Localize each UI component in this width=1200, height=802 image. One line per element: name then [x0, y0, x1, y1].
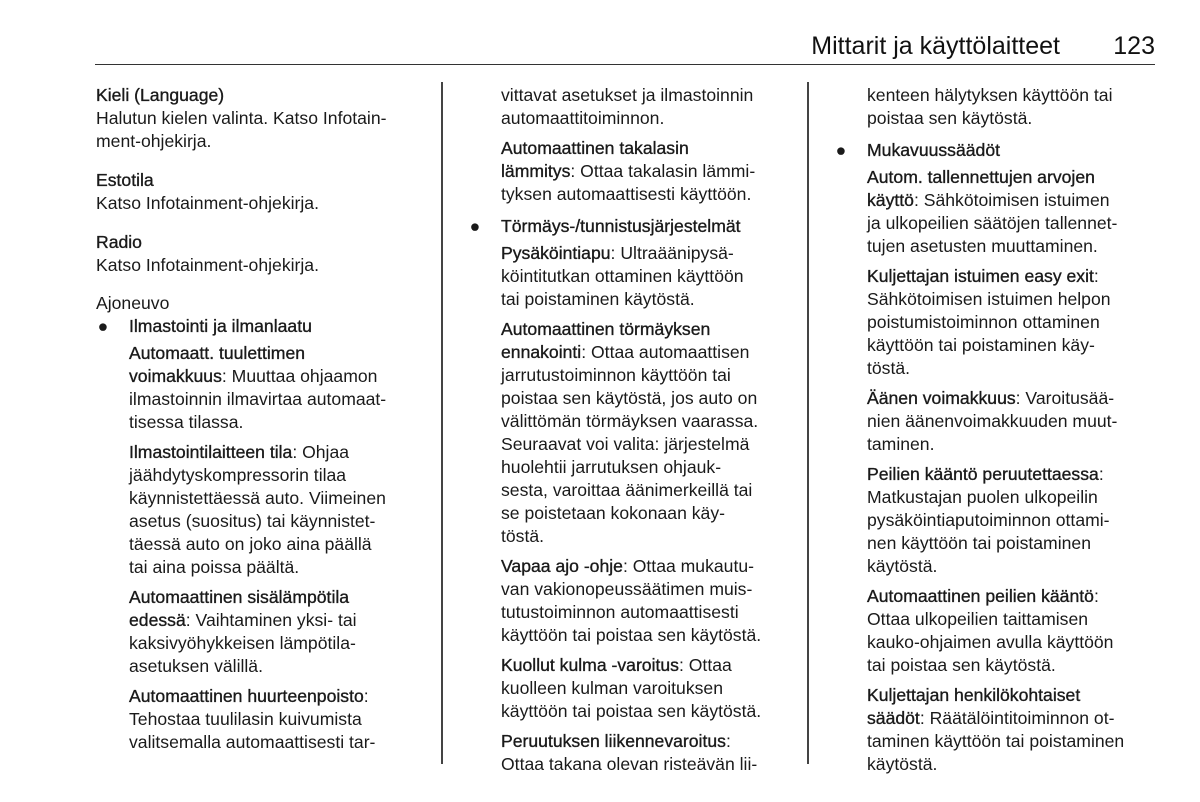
entry-term: käyttö [867, 190, 914, 210]
entry-desc-line: taminen. [867, 434, 935, 454]
entry-desc-line: nien äänenvoimakkuuden muut- [867, 411, 1118, 431]
column-1 [96, 84, 431, 761]
entry-desc-line: Tehostaa tuulilasin kuivumista [129, 709, 362, 729]
entry-desc-line: taminen käyttöön tai poistaminen [867, 731, 1125, 751]
page-header [95, 30, 1155, 65]
entry-takalasi [501, 137, 793, 206]
bullet-icon: ● [835, 140, 847, 160]
entry-aanen-voimakkuus [867, 387, 1164, 456]
entry-henkilokohtaiset-saadot [867, 684, 1164, 776]
entry-kuollut-kulma [501, 654, 793, 723]
entry-desc-line: käytöstä. [867, 556, 938, 576]
entry-term: Automaattinen peilien kääntö [867, 586, 1094, 606]
entry-term: edessä [129, 610, 186, 630]
entry-desc-line: käyttöön tai poistaminen käy- [867, 335, 1095, 355]
section-radio [96, 231, 431, 277]
entry-term: Pysäköintiapu [501, 243, 611, 263]
entry-desc-line: asetuksen välillä. [129, 656, 263, 676]
entry-desc-line: kenteen hälytyksen käyttöön tai [867, 85, 1113, 105]
entry-desc: : Muuttaa ohjaamon [221, 366, 378, 386]
entry-term: lämmitys [501, 161, 571, 181]
entry-desc-line: valitsemalla automaattisesti tar- [129, 732, 376, 752]
entry-desc: : Vaihtaminen yksi- tai [185, 610, 357, 630]
entry-peilien-kaanto-peruutus [867, 463, 1164, 578]
entry-desc-line: pysäköintiaputoiminnon ottami- [867, 510, 1110, 530]
entry-tallennetut-arvot [867, 166, 1164, 258]
entry-desc-line: Ottaa ulkopeilien taittamisen [867, 609, 1089, 629]
entry-desc-line: poistaa sen käytöstä. [867, 108, 1033, 128]
page-title: Mittarit ja käyttölaitteet [811, 32, 1060, 60]
section-heading: Kieli (Language) [96, 85, 225, 105]
entry-desc: : [1093, 586, 1099, 606]
bullet-item-tormays [468, 215, 793, 238]
entry-desc-line: käyttöön tai poistaa sen käytöstä. [501, 701, 762, 721]
section-heading: Radio [96, 232, 142, 252]
entry-term: Kuljettajan istuimen easy exit [867, 266, 1094, 286]
entry-desc: : Ottaa takalasin lämmi- [570, 161, 756, 181]
entry-term: Automaattinen sisälämpötila [129, 587, 350, 607]
entry-tuuletin [129, 342, 431, 434]
entry-term: Kuljettajan henkilökohtaiset [867, 685, 1081, 705]
entry-desc-line: ja ulkopeilien säätöjen tallennet- [867, 213, 1118, 233]
entry-desc-line: se poistetaan kokonaan käy- [501, 503, 725, 523]
bullet-item-mukavuus [834, 139, 1164, 162]
entry-desc-line: tai poistaminen käytöstä. [501, 289, 695, 309]
page-number: 123 [1113, 32, 1155, 60]
entry-desc-line: Matkustajan puolen ulkopeilin [867, 487, 1098, 507]
entry-automaattinen-peilien-kaanto [867, 585, 1164, 677]
entry-term: säädöt [867, 708, 920, 728]
entry-pysakointiapu [501, 242, 793, 311]
entry-desc-line: automaattitoiminnon. [501, 108, 665, 128]
entry-desc-line: tisessa tilassa. [129, 412, 244, 432]
entry-desc: : Sähkötoimisen istuimen [913, 190, 1110, 210]
entry-term: ennakointi [501, 342, 582, 362]
section-heading: Estotila [96, 170, 154, 190]
column-divider-2 [807, 82, 809, 764]
entry-vapaa-ajo [501, 555, 793, 647]
entry-desc-line: Ottaa takana olevan risteävän lii- [501, 754, 758, 774]
entry-ilmastointilaite [129, 441, 431, 579]
bullet-icon: ● [469, 216, 481, 236]
bullet-label: Ilmastointi ja ilmanlaatu [129, 316, 312, 336]
entry-desc-line: käytöstä. [867, 754, 938, 774]
entry-desc: : [725, 731, 731, 751]
entry-peruutuksen-liikennevaroitus [501, 730, 793, 776]
section-text-line: Katso Infotainment-ohjekirja. [96, 255, 319, 275]
bullet-label: Törmäys-/tunnistusjärjestelmät [501, 216, 741, 236]
entry-term: Automaattinen huurteenpoisto [129, 686, 364, 706]
entry-desc-line: jarrutustoiminnon käyttöön tai [501, 365, 731, 385]
entry-term: Vapaa ajo -ohje [501, 556, 623, 576]
entry-term: Automaattinen takalasin [501, 138, 689, 158]
entry-desc: : [1098, 464, 1104, 484]
entry-desc-line: töstä. [501, 526, 545, 546]
entry-term: Peruutuksen liikennevaroitus [501, 731, 726, 751]
entry-desc-line: töstä. [867, 358, 911, 378]
entry-term: Äänen voimakkuus [867, 388, 1016, 408]
entry-term: Automaatt. tuulettimen [129, 343, 306, 363]
entry-desc-line: poistumistoiminnon ottaminen [867, 312, 1100, 332]
entry-desc-line: köintitutkan ottaminen käyttöön [501, 266, 744, 286]
entry-term: Ilmastointilaitteen tila [129, 442, 293, 462]
entry-term: Automaattinen törmäyksen [501, 319, 711, 339]
entry-desc: : Räätälöintitoiminnon ot- [919, 708, 1115, 728]
entry-desc-line: tai aina poissa päältä. [129, 557, 300, 577]
entry-desc-line: tutustoiminnon automaattisesti [501, 602, 739, 622]
entry-desc-line: tujen asetusten muuttaminen. [867, 236, 1098, 256]
column-divider-1 [441, 82, 443, 764]
entry-desc-line: käyttöön tai poistaa sen käytöstä. [501, 625, 762, 645]
entry-desc-line: jäähdytyskompressorin tilaa [129, 465, 347, 485]
entry-desc: : [363, 686, 369, 706]
section-estotila [96, 169, 431, 215]
bullet-icon: ● [97, 316, 109, 336]
entry-desc-line: kauko-ohjaimen avulla käyttöön [867, 632, 1114, 652]
entry-desc-line: van vakionopeussäätimen muis- [501, 579, 753, 599]
section-text-line: ment-ohjekirja. [96, 131, 212, 151]
entry-desc-line: Seuraavat voi valita: järjestelmä [501, 434, 750, 454]
entry-huurteenpoisto [129, 685, 431, 754]
entry-desc: : [1093, 266, 1099, 286]
bullet-item-ilmastointi [96, 315, 431, 338]
continued-text [501, 84, 793, 130]
entry-desc: : Ottaa automaattisen [581, 342, 750, 362]
entry-desc-line: tai poistaa sen käytöstä. [867, 655, 1056, 675]
entry-desc-line: tyksen automaattisesti käyttöön. [501, 184, 752, 204]
entry-desc-line: nen käyttöön tai poistaminen [867, 533, 1091, 553]
section-text-line: Katso Infotainment-ohjekirja. [96, 193, 319, 213]
entry-desc: : Ottaa [678, 655, 732, 675]
entry-desc-line: Sähkötoimisen istuimen helpon [867, 289, 1111, 309]
entry-desc-line: poistaa sen käytöstä, jos auto on [501, 388, 758, 408]
entry-term: Peilien kääntö peruutettaessa [867, 464, 1099, 484]
continued-text [867, 84, 1164, 130]
column-3 [834, 84, 1164, 783]
entry-term: Kuollut kulma -varoitus [501, 655, 679, 675]
column-2 [468, 84, 793, 783]
entry-sisalampotila [129, 586, 431, 678]
entry-desc-line: täessä auto on joko aina päällä [129, 534, 372, 554]
entry-desc: : Ottaa mukautu- [622, 556, 754, 576]
entry-desc-line: käynnistettäessä auto. Viimeinen [129, 488, 386, 508]
entry-desc: : Varoitusää- [1015, 388, 1115, 408]
entry-desc-line: huolehtii jarrutuksen ohjauk- [501, 457, 722, 477]
entry-easy-exit [867, 265, 1164, 380]
entry-desc-line: kuolleen kulman varoituksen [501, 678, 724, 698]
entry-desc-line: välittömän törmäyksen vaarassa. [501, 411, 759, 431]
entry-term: Autom. tallennettujen arvojen [867, 167, 1095, 187]
entry-desc: : Ohjaa [292, 442, 350, 462]
section-kieli [96, 84, 431, 153]
entry-desc: : Ultraäänipysä- [610, 243, 734, 263]
section-text-line: Halutun kielen valinta. Katso Infotain- [96, 108, 387, 128]
entry-term: voimakkuus [129, 366, 222, 386]
entry-tormayksen-ennakointi [501, 318, 793, 548]
entry-desc-line: kaksivyöhykkeisen lämpötila- [129, 633, 356, 653]
entry-desc-line: ilmastoinnin ilmavirtaa automaat- [129, 389, 387, 409]
entry-desc-line: vittavat asetukset ja ilmastoinnin [501, 85, 754, 105]
bullet-label: Mukavuussäädöt [867, 140, 1001, 160]
entry-desc-line: asetus (suositus) tai käynnistet- [129, 511, 376, 531]
entry-desc-line: sesta, varoittaa äänimerkeillä tai [501, 480, 753, 500]
section-heading-ajoneuvo: Ajoneuvo [96, 293, 170, 313]
